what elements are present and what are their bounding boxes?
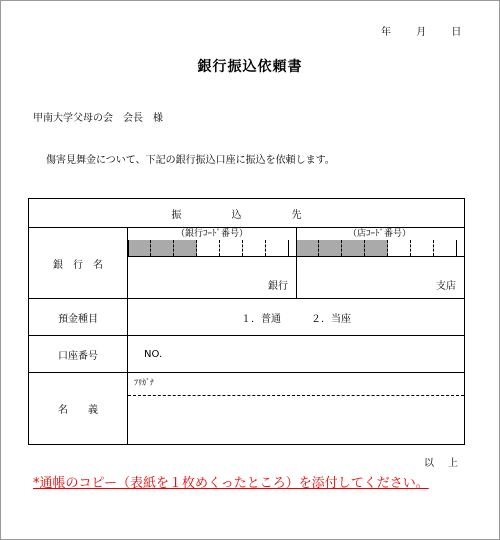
branch-code-box[interactable] xyxy=(319,240,342,256)
transfer-table xyxy=(28,198,465,445)
date-line xyxy=(381,23,483,38)
bank-suffix: 銀行 xyxy=(268,281,288,292)
bank-code-box[interactable] xyxy=(243,240,266,256)
attachment-note xyxy=(33,471,433,497)
bank-code-box[interactable] xyxy=(197,240,220,256)
bank-code-box[interactable] xyxy=(128,240,151,256)
bank-code-box[interactable] xyxy=(220,240,243,256)
account-number-label: 口座番号 xyxy=(29,336,128,373)
branch-code-label: （店ｺｰﾄﾞ番号） xyxy=(347,229,411,239)
branch-suffix: 支店 xyxy=(436,281,456,292)
account-type-options[interactable]: １．普通 ２．当座 xyxy=(128,299,465,336)
day-label: 日 xyxy=(451,27,462,38)
closing-mark: 以上 xyxy=(424,458,472,469)
branch-code-box[interactable] xyxy=(342,240,365,256)
account-type-label: 預金種目 xyxy=(29,299,128,336)
bank-name-label: 銀 行 名 xyxy=(29,228,128,299)
request-text: 傷害見舞金について、下記の銀行振込口座に振込を依頼します。 xyxy=(46,155,335,166)
table-header: 振 込 先 xyxy=(29,199,465,228)
furigana-label: ﾌﾘｶﾞﾅ xyxy=(134,378,154,387)
branch-code-box[interactable] xyxy=(411,240,434,256)
year-label: 年 xyxy=(381,27,391,38)
bank-branch-divider xyxy=(296,228,297,298)
month-label: 月 xyxy=(416,27,427,38)
branch-code-box[interactable] xyxy=(388,240,411,256)
branch-code-box[interactable] xyxy=(296,240,319,256)
holder-name-label: 名 義 xyxy=(29,373,128,445)
bank-code-boxes[interactable] xyxy=(128,240,289,256)
bank-code-box[interactable] xyxy=(151,240,174,256)
attachment-note-text: *通帳のコピー（表紙を１枚めくったところ）を添付してください。 xyxy=(33,476,429,491)
bank-code-label: （銀行ｺｰﾄﾞ番号） xyxy=(175,229,248,239)
document-title: 銀行振込依頼書 xyxy=(197,59,303,75)
addressee: 甲南大学父母の会 会長 様 xyxy=(33,113,163,124)
holder-name-cell[interactable] xyxy=(128,373,465,445)
branch-code-boxes[interactable] xyxy=(296,240,457,256)
furigana-divider xyxy=(128,395,464,396)
bank-name-cell[interactable] xyxy=(128,228,465,299)
branch-code-box[interactable] xyxy=(365,240,388,256)
bank-code-box[interactable] xyxy=(266,240,289,256)
account-number-field[interactable]: NO. xyxy=(128,336,465,373)
bank-code-box[interactable] xyxy=(174,240,197,256)
branch-code-box[interactable] xyxy=(434,240,457,256)
